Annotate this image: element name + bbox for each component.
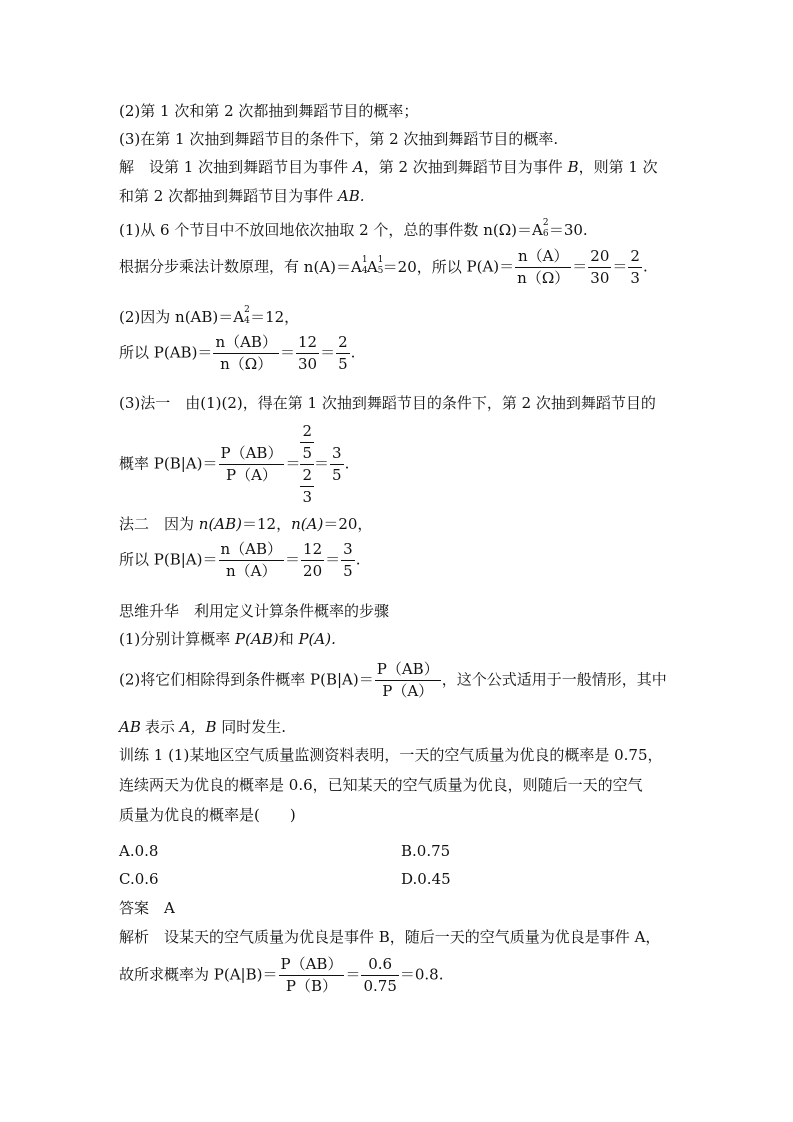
question-part-3: (3)在第 1 次抽到舞蹈节目的条件下，第 2 次抽到舞蹈节目的概率. (119, 130, 559, 148)
summary-step-2-cont: AB 表示 A，B 同时发生. (119, 718, 287, 736)
fraction: $\frac{n(AB)}{n(A)}$ (220, 540, 283, 580)
fraction: $\frac{P(AB)}{P(A)}$ (220, 444, 283, 484)
solution-step-1: (1)从 6 个节目中不放回地依次抽取 2 个，总的事件数 n(Ω)＝A 2 6 ＝30. (119, 218, 588, 239)
method-two-formula: 所以 P(B|A)＝ $\frac{n(AB)}{n(A)}$ ＝ $\frac{12}{20}$ ＝ $\frac{3}{5}$ . (119, 540, 361, 580)
option-b: B.0.75 (401, 842, 451, 860)
option-d: D.0.45 (401, 870, 451, 888)
question-part-2: (2)第 1 次和第 2 次都抽到舞蹈节目的概率； (119, 102, 419, 120)
fraction: $\frac{n(A)}{n(\Omega)}$ (517, 247, 570, 287)
solution-intro-line-1: 解 设第 1 次抽到舞蹈节目为事件 A，第 2 次抽到舞蹈节目为事件 B，则第 1 次 (119, 158, 658, 176)
fraction: $\frac{12}{30}$ (297, 333, 318, 373)
method-two: 法二 因为 n(AB)＝12，n(A)＝20， (119, 515, 373, 533)
option-c: C.0.6 (119, 870, 159, 888)
fraction: $\frac{3}{5}$ (332, 444, 342, 484)
method-one-formula: 概率 P(B|A)＝ $\frac{P(AB)}{P(A)}$ ＝ $\frac{\frac{2}{5}}{\frac{2}{3}}$ ＝ $\frac{3}{5}$ . (119, 422, 350, 506)
fraction: $\frac{2}{5}$ (338, 333, 348, 373)
fraction: $\frac{20}{30}$ (590, 247, 610, 287)
exercise-line-1: 训练 1 (1)某地区空气质量监测资料表明，一天的空气质量为优良的概率是 0.75， (119, 746, 663, 764)
option-a: A.0.8 (119, 842, 159, 860)
explanation-line-2: 故所求概率为 P(A|B)＝ $\frac{P(AB)}{P(B)}$ ＝ $\frac{0.6}{0.75}$ ＝0.8. (119, 955, 444, 995)
fraction: $\frac{P(AB)}{P(A)}$ (376, 660, 439, 700)
summary-step-1: (1)分别计算概率 P(AB)和 P(A). (119, 630, 336, 648)
solution-step-1-formula: 根据分步乘法计数原理，有 n(A)＝A 1 4 A 1 5 ＝20，所以 P(A)＝ $\frac{n(A)}{n(\Omega)}$ ＝ $\frac{20}{30}$ ＝ $\frac{2}{3}$ . (119, 247, 648, 287)
fraction: $\frac{12}{20}$ (303, 540, 323, 580)
summary-step-2: (2)将它们相除得到条件概率 P(B|A)＝ $\frac{P(AB)}{P(A)}$ ，这个公式适用于一般情形，其中 (119, 660, 667, 700)
fraction: $\frac{3}{5}$ (343, 540, 353, 580)
explanation-line-1: 解析 设某天的空气质量为优良是事件 B，随后一天的空气质量为优良是事件 A， (119, 928, 661, 946)
solution-step-2: (2)因为 n(AB)＝A 2 4 ＝12， (119, 305, 300, 326)
solution-intro-line-2: 和第 2 次都抽到舞蹈节目为事件 AB. (119, 187, 365, 205)
fraction: $\frac{2}{3}$ (630, 247, 640, 287)
fraction: $\frac{P(AB)}{P(B)}$ (280, 955, 343, 995)
answer: 答案 A (119, 899, 175, 917)
exercise-line-2: 连续两天为优良的概率是 0.6，已知某天的空气质量为优良，则随后一天的空气 (119, 776, 643, 794)
exercise-line-3: 质量为优良的概率是( ) (119, 806, 296, 824)
compound-fraction: $\frac{\frac{2}{5}}{\frac{2}{3}}$ (302, 422, 313, 506)
fraction: $\frac{0.6}{0.75}$ (363, 955, 397, 995)
solution-step-2-formula: 所以 P(AB)＝ $\frac{n(AB)}{n(\Omega)}$ ＝ $\frac{12}{30}$ ＝ $\frac{2}{5}$ . (119, 333, 356, 373)
method-one: (3)法一 由(1)(2)，得在第 1 次抽到舞蹈节目的条件下，第 2 次抽到舞蹈节目的 (119, 394, 656, 412)
fraction: $\frac{n(AB)}{n(\Omega)}$ (215, 333, 277, 373)
summary-heading: 思维升华 利用定义计算条件概率的步骤 (119, 602, 390, 620)
